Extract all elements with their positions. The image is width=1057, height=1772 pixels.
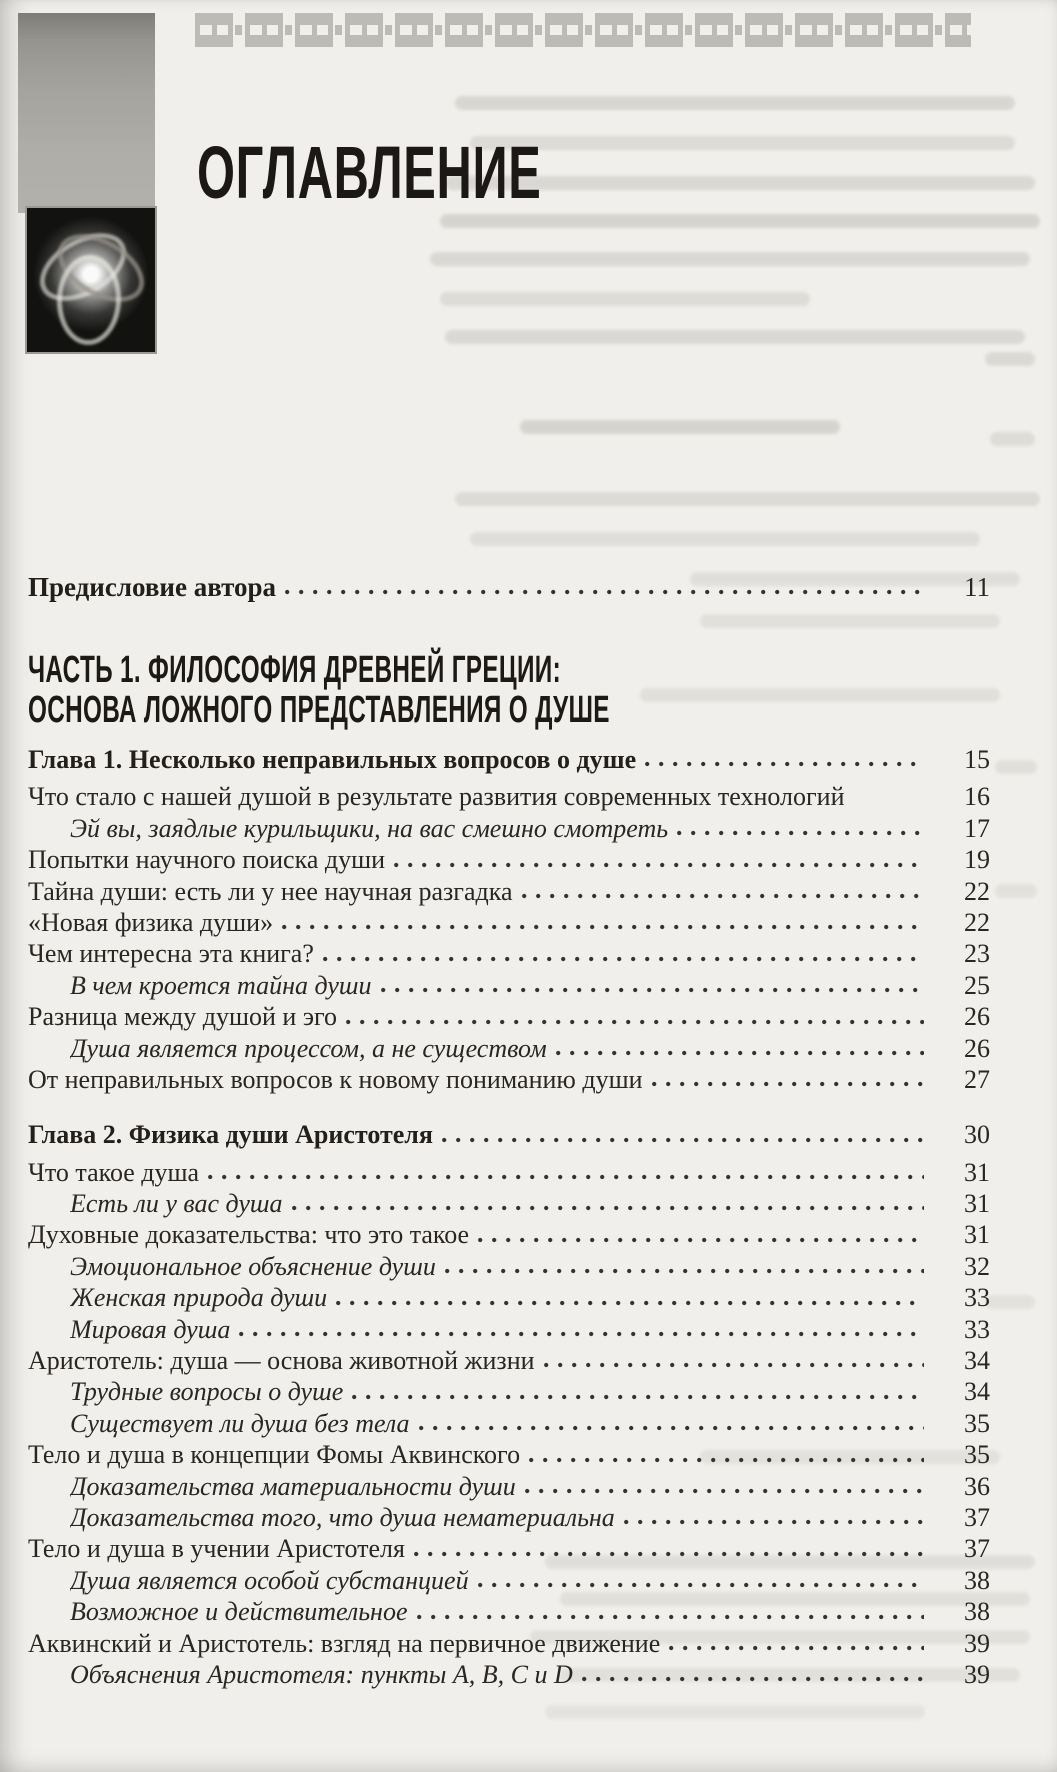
dot-leader: [381, 986, 924, 994]
toc-entry: [28, 813, 990, 844]
toc-entry-page-number: 39: [964, 1659, 990, 1689]
dot-leader: [556, 1049, 924, 1057]
sidebar-gray-band: [18, 13, 155, 213]
toc-entry-page-number: 32: [964, 1251, 990, 1281]
page-title: ОГЛАВЛЕНИЕ: [197, 130, 542, 214]
toc-entry-label: Чем интересна эта книга?: [28, 939, 314, 969]
preface-entry: [28, 572, 990, 603]
toc-entry-label: Доказательства того, что душа нематериальна: [70, 1502, 615, 1532]
dot-leader: [417, 1613, 925, 1621]
toc-entry: [28, 1502, 990, 1533]
toc-entry: [28, 1119, 990, 1150]
dot-leader: [854, 798, 925, 806]
toc-entry-label: Женская природа души: [70, 1283, 328, 1313]
toc-entry-label: Глава 2. Физика души Аристотеля: [28, 1120, 433, 1150]
toc-entry-page-number: 34: [964, 1377, 990, 1407]
toc-entry: [28, 1157, 990, 1188]
toc-entry-page-number: 22: [964, 907, 990, 937]
toc-entry-page-number: 36: [964, 1471, 990, 1501]
toc-entry: [28, 938, 990, 969]
toc-entry-page-number: 26: [964, 1002, 990, 1032]
toc-entry-label: Доказательства материальности души: [70, 1471, 516, 1501]
toc-entry-page-number: 17: [964, 813, 990, 843]
toc-entry-label: «Новая физика души»: [28, 907, 274, 937]
toc-entry-label: Душа является процессом, а не существом: [70, 1033, 547, 1063]
toc-entry-label: Трудные вопросы о душе: [70, 1377, 344, 1407]
part-heading-line1: ЧАСТЬ 1. ФИЛОСОФИЯ ДРЕВНЕЙ ГРЕЦИИ:: [28, 649, 561, 691]
toc-entry-page-number: 33: [964, 1314, 990, 1344]
toc-entry-label: Мировая душа: [70, 1314, 231, 1344]
preface-page-number: 11: [964, 572, 990, 602]
toc-entry-page-number: 31: [964, 1189, 990, 1219]
toc-entry-page-number: 16: [964, 782, 990, 812]
toc-entry: [28, 1376, 990, 1407]
toc-entry-page-number: 33: [964, 1283, 990, 1313]
part-heading: [28, 650, 610, 730]
dot-leader: [346, 1018, 924, 1026]
toc-entry-page-number: 34: [964, 1346, 990, 1376]
toc-entry-label: В чем кроется тайна души: [70, 970, 372, 1000]
dot-leader: [282, 923, 924, 931]
dot-leader: [352, 1393, 924, 1401]
dot-leader: [239, 1330, 924, 1338]
toc-entry: [28, 1033, 990, 1064]
dot-leader: [645, 760, 924, 768]
dot-leader: [525, 1487, 924, 1495]
toc-entry: [28, 1596, 990, 1627]
dot-leader: [624, 1518, 924, 1526]
toc-entry-page-number: 22: [964, 876, 990, 906]
toc-entry-label: Разница между душой и эго: [28, 1002, 337, 1032]
toc-entry-label: Аристотель: душа — основа животной жизни: [28, 1346, 535, 1376]
chain-border-ornament: [195, 13, 971, 47]
toc-entry: [28, 1408, 990, 1439]
dot-leader: [529, 1456, 924, 1464]
dot-leader: [414, 1550, 924, 1558]
toc-entry-page-number: 38: [964, 1565, 990, 1595]
toc-entry: [28, 876, 990, 907]
toc-entry-page-number: 30: [964, 1120, 990, 1150]
atom-ring-icon: [55, 254, 122, 346]
dot-leader: [419, 1424, 924, 1432]
dot-leader: [544, 1361, 924, 1369]
toc-entry-page-number: 26: [964, 1033, 990, 1063]
toc-entry-label: Духовные доказательства: что это такое: [28, 1220, 470, 1250]
toc-entry: [28, 1659, 990, 1690]
toc-entry-label: Душа является особой субстанцией: [70, 1565, 469, 1595]
toc-entry: [28, 907, 990, 938]
dot-leader: [652, 1080, 924, 1088]
toc-entry-label: Объяснения Аристотеля: пункты A, B, C и D: [70, 1659, 573, 1689]
dot-leader: [394, 861, 924, 869]
toc-entry: [28, 1064, 990, 1095]
toc-entry-page-number: 37: [964, 1534, 990, 1564]
toc-entry: [28, 1345, 990, 1376]
toc-entry-label: От неправильных вопросов к новому пониманию души: [28, 1064, 643, 1094]
preface-label: Предисловие автора: [28, 572, 277, 602]
toc-list: [28, 744, 990, 1690]
dot-leader: [208, 1173, 924, 1181]
toc-entry: [28, 1565, 990, 1596]
toc-entry: [28, 744, 990, 775]
toc-entry: [28, 1001, 990, 1032]
dot-leader: [445, 1267, 924, 1275]
toc-entry: [28, 1219, 990, 1250]
toc-entry: [28, 1628, 990, 1659]
toc-entry: [28, 1314, 990, 1345]
dot-leader: [285, 588, 924, 596]
toc-entry-label: Тайна души: есть ли у нее научная разгадка: [28, 876, 513, 906]
toc-entry: [28, 1439, 990, 1470]
toc-entry: [28, 1282, 990, 1313]
toc-entry-label: Эмоциональное объяснение души: [70, 1251, 436, 1281]
toc-entry-page-number: 27: [964, 1064, 990, 1094]
toc-entry-page-number: 25: [964, 970, 990, 1000]
atom-rings-image: [27, 208, 155, 352]
toc-entry-page-number: 37: [964, 1502, 990, 1532]
toc-entry: [28, 844, 990, 875]
dot-leader: [292, 1204, 924, 1212]
dot-leader: [582, 1675, 924, 1683]
toc-entry-label: Попытки научного поиска души: [28, 845, 386, 875]
toc-entry-label: Существует ли душа без тела: [70, 1408, 410, 1438]
toc-entry-label: Есть ли у вас душа: [70, 1189, 283, 1219]
toc-entry-page-number: 31: [964, 1157, 990, 1187]
toc-entry-page-number: 23: [964, 939, 990, 969]
dot-leader: [669, 1644, 924, 1652]
toc-entry: [28, 1533, 990, 1564]
toc-entry: [28, 1188, 990, 1219]
toc-entry-page-number: 31: [964, 1220, 990, 1250]
dot-leader: [478, 1581, 924, 1589]
toc-entry-label: Аквинский и Аристотель: взгляд на первичное движение: [28, 1628, 661, 1658]
toc-entry-label: Что стало с нашей душой в результате развития современных технологий: [28, 782, 845, 812]
toc-entry-label: Что такое душа: [28, 1157, 200, 1187]
dot-leader: [677, 829, 924, 837]
toc-entry-label: Тело и душа в учении Аристотеля: [28, 1534, 405, 1564]
toc-entry-page-number: 15: [964, 745, 990, 774]
toc-entry: [28, 970, 990, 1001]
dot-leader: [442, 1136, 924, 1144]
toc-entry-label: Тело и душа в концепции Фомы Аквинского: [28, 1440, 521, 1470]
toc-entry-label: Эй вы, заядлые курильщики, на вас смешно смотреть: [70, 813, 669, 843]
toc-entry-label: Возможное и действительное: [70, 1597, 408, 1627]
toc-entry-page-number: 35: [964, 1408, 990, 1438]
toc-entry-page-number: 38: [964, 1597, 990, 1627]
toc-entry-page-number: 39: [964, 1628, 990, 1658]
toc-entry-label: Глава 1. Несколько неправильных вопросов о душе: [28, 745, 637, 774]
dot-leader: [336, 1299, 924, 1307]
dot-leader: [522, 892, 924, 900]
part-heading-line2: ОСНОВА ЛОЖНОГО ПРЕДСТАВЛЕНИЯ О ДУШЕ: [28, 689, 610, 731]
dot-leader: [478, 1236, 924, 1244]
toc-entry-page-number: 35: [964, 1440, 990, 1470]
toc-entry: [28, 1471, 990, 1502]
toc-entry: [28, 1251, 990, 1282]
dot-leader: [323, 955, 924, 963]
toc-entry-page-number: 19: [964, 845, 990, 875]
toc-entry: [28, 781, 990, 812]
